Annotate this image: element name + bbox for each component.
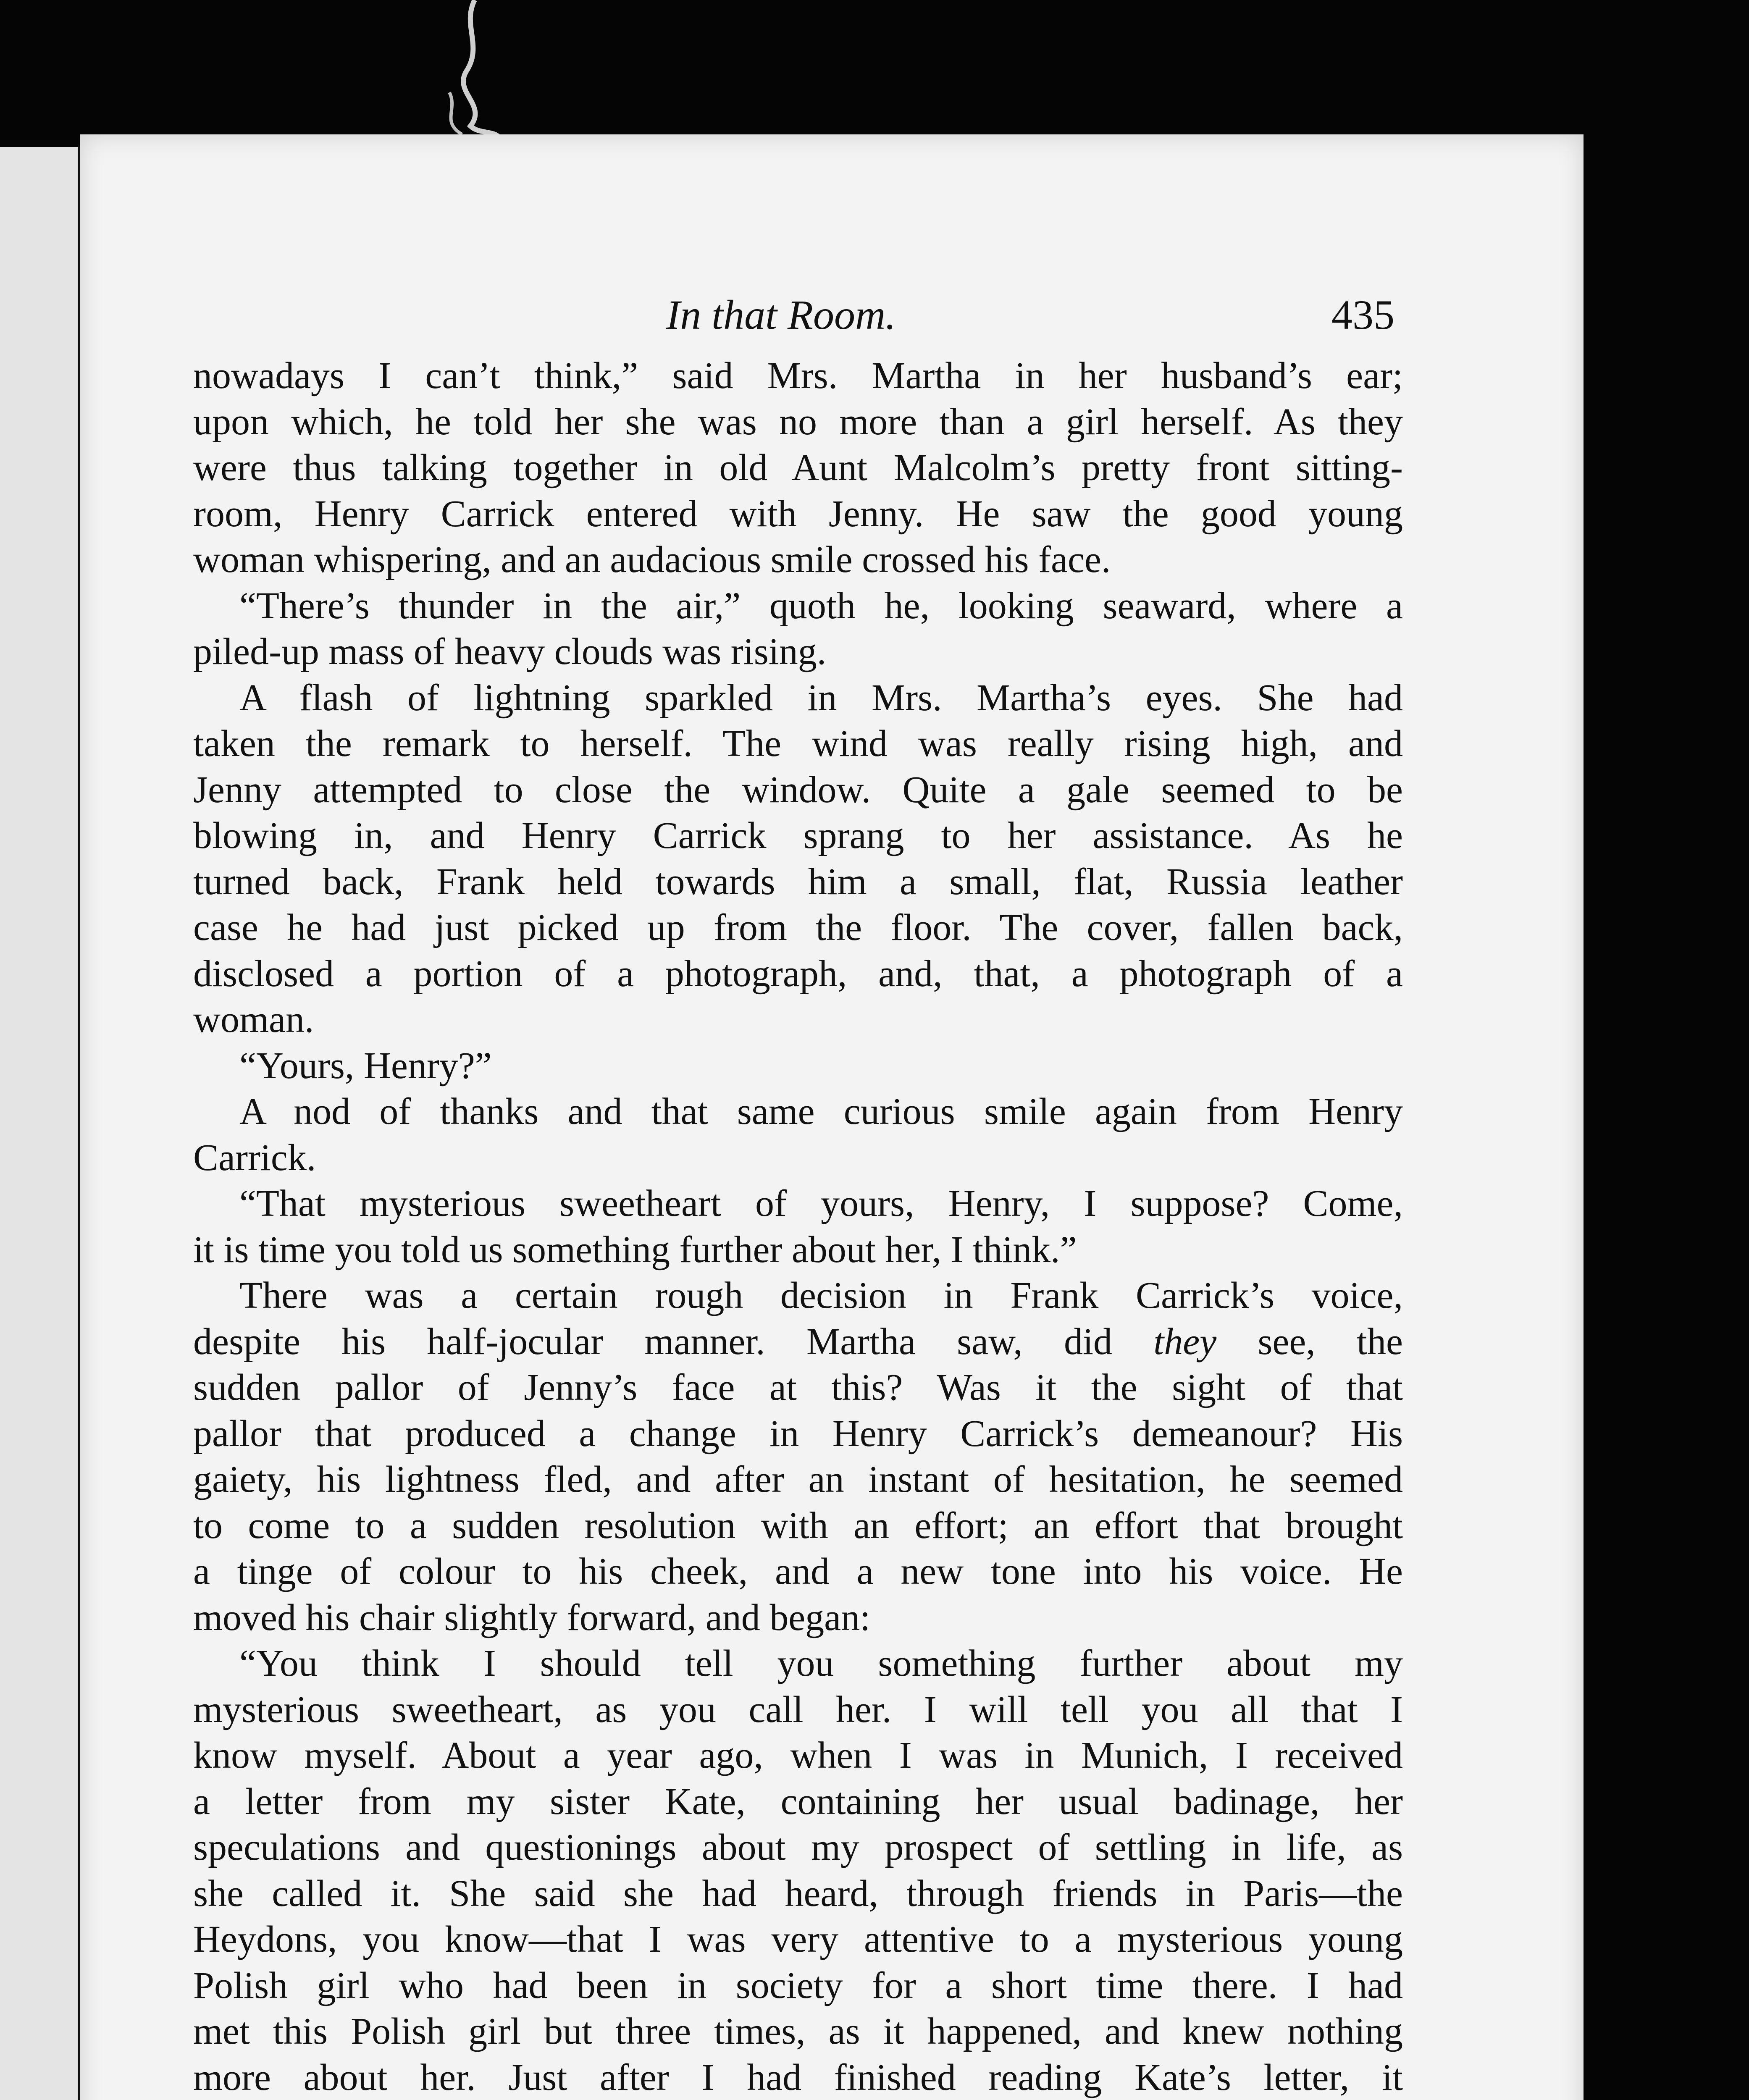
text-line: a letter from my sister Kate, containing her usual badinage, her (193, 1780, 1403, 1822)
text-line: met this Polish girl but three times, as it happened, and knew nothing (193, 2011, 1403, 2052)
body-text (193, 353, 1403, 2100)
text-line: more about her. Just after I had finished reading Kate’s letter, it (193, 2056, 1403, 2098)
text-line: it is time you told us something further about her, I think.” (193, 1228, 1077, 1270)
text-line: There was a certain rough decision in Frank Carrick’s voice, (239, 1275, 1403, 1316)
text-line: woman whispering, and an audacious smile crossed his face. (193, 539, 1111, 580)
text-line: pallor that produced a change in Henry Carrick’s demeanour? His (193, 1412, 1403, 1454)
text-line: “There’s thunder in the air,” quoth he, looking seaward, where a (239, 585, 1403, 627)
text-line: A nod of thanks and that same curious smile again from Henry (239, 1091, 1403, 1132)
text-line: disclosed a portion of a photograph, and, that, a photograph of a (193, 953, 1403, 995)
text-line: know myself. About a year ago, when I was in Munich, I received (193, 1735, 1403, 1776)
text-line: mysterious sweetheart, as you call her. I will tell you all that I (193, 1688, 1403, 1730)
book-page (80, 134, 1584, 2100)
text-line: piled-up mass of heavy clouds was rising. (193, 631, 827, 672)
text-line: blowing in, and Henry Carrick sprang to her assistance. As he (193, 815, 1403, 856)
text-line: Jenny attempted to close the window. Quite a gale seemed to be (193, 769, 1403, 811)
text-line: “You think I should tell you something further about my (239, 1643, 1403, 1684)
text-line: speculations and questionings about my prospect of settling in life, as (193, 1827, 1403, 1868)
text-line: she called it. She said she had heard, through friends in Paris—the (193, 1872, 1403, 1914)
text-line: despite his half-jocular manner. Martha saw, did they see, the (193, 1320, 1403, 1362)
text-line: turned back, Frank held towards him a small, flat, Russia leather (193, 861, 1403, 903)
text-line: Polish girl who had been in society for a short time there. I had (193, 1964, 1403, 2006)
running-header (80, 290, 1394, 340)
text-line: sudden pallor of Jenny’s face at this? Was it the sight of that (193, 1367, 1403, 1408)
text-line: nowadays I can’t think,” said Mrs. Martha in her husband’s ear; (193, 355, 1403, 396)
text-line: Heydons, you know—that I was very attentive to a mysterious young (193, 1919, 1403, 1960)
text-line: case he had just picked up from the floor. The cover, fallen back, (193, 907, 1403, 948)
text-line: “Yours, Henry?” (239, 1045, 492, 1087)
text-line: moved his chair slightly forward, and began: (193, 1596, 871, 1638)
text-line: taken the remark to herself. The wind was really rising high, and (193, 723, 1403, 764)
page-number: 435 (1331, 291, 1394, 338)
text-line: “That mysterious sweetheart of yours, Henry, I suppose? Come, (239, 1183, 1403, 1224)
text-line: a tinge of colour to his cheek, and a new tone into his voice. He (193, 1551, 1403, 1592)
text-line: room, Henry Carrick entered with Jenny. He saw the good young (193, 493, 1403, 535)
running-title: In that Room. (666, 291, 896, 338)
paper-scrap-decoration (412, 0, 538, 139)
text-line: A flash of lightning sparkled in Mrs. Martha’s eyes. She had (239, 677, 1403, 719)
text-line: gaiety, his lightness fled, and after an instant of hesitation, he seemed (193, 1459, 1403, 1500)
text-line: were thus talking together in old Aunt Malcolm’s pretty front sitting- (193, 447, 1403, 488)
text-line: woman. (193, 999, 314, 1040)
emphasis: they (1153, 1320, 1217, 1362)
text-line: upon which, he told her she was no more than a girl herself. As they (193, 401, 1403, 443)
text-line: to come to a sudden resolution with an effort; an effort that brought (193, 1504, 1403, 1546)
text-line: Carrick. (193, 1137, 316, 1179)
previous-page-edge (0, 147, 84, 2100)
